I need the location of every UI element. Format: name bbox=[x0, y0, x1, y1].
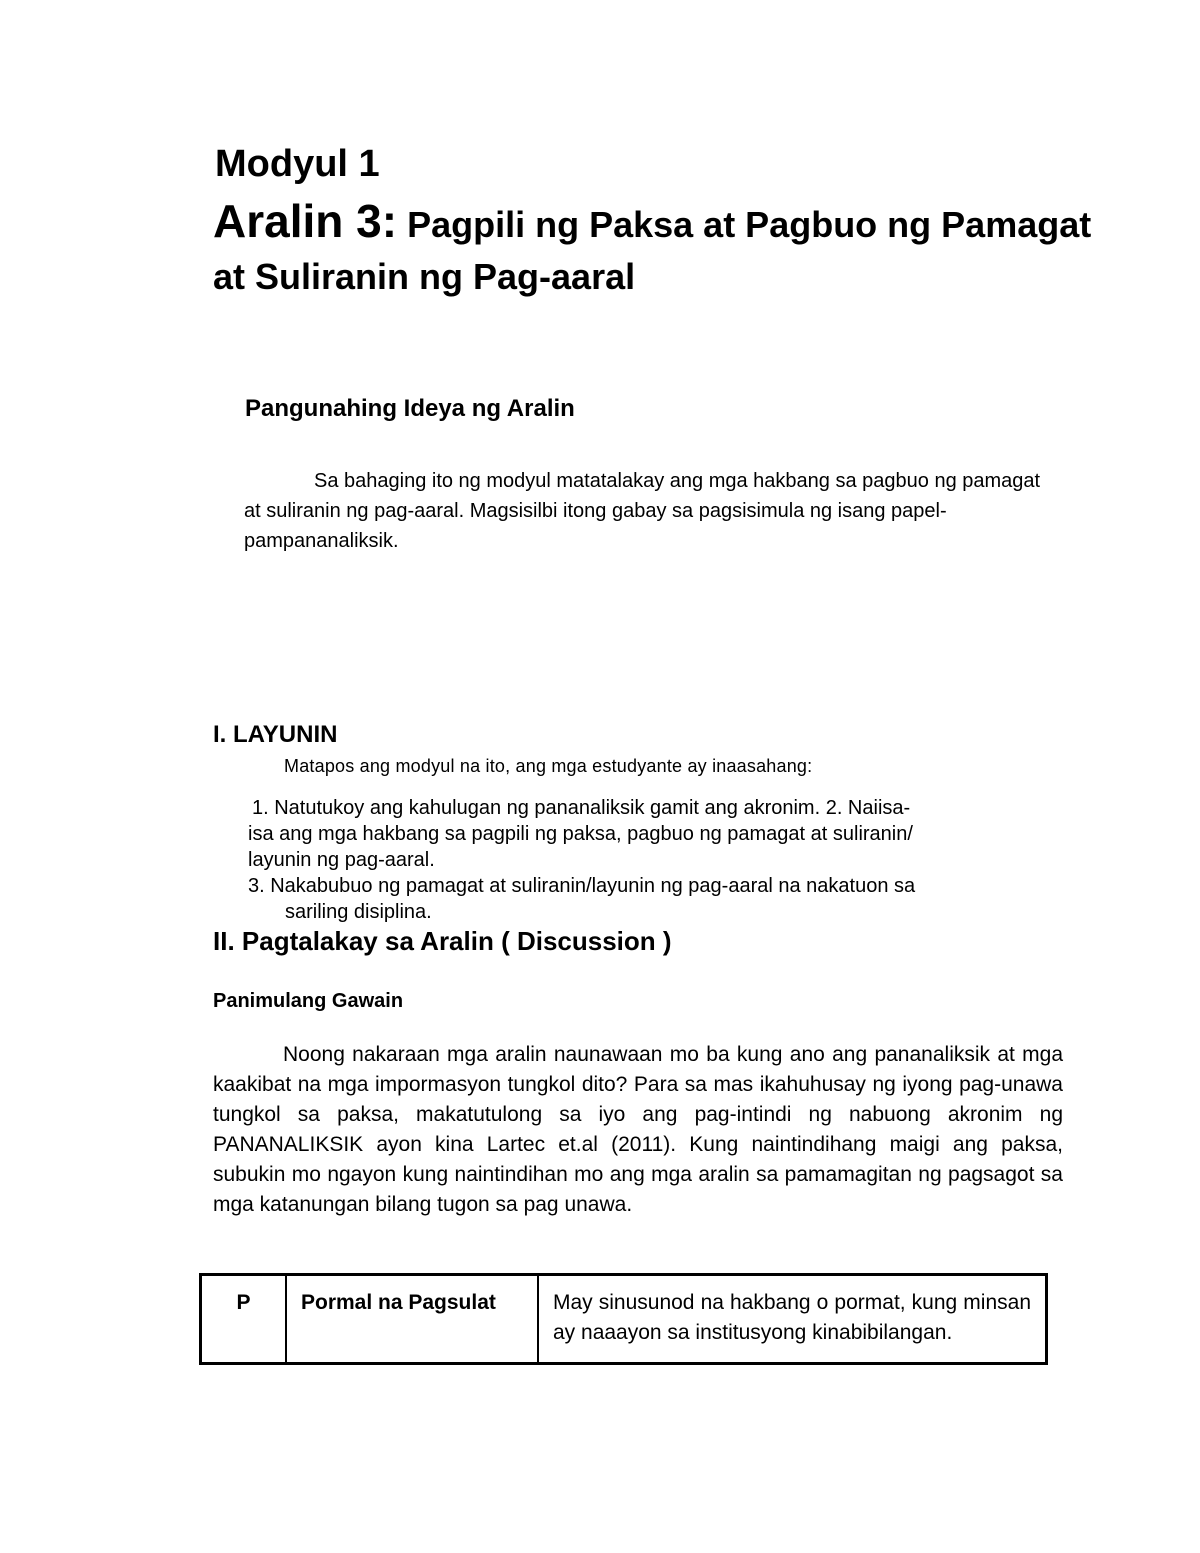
objective-line: 1. Natutukoy ang kahulugan ng pananaliksik gamit ang akronim. 2. Naiisa- bbox=[252, 797, 911, 819]
objective-line: layunin ng pag-aaral. bbox=[248, 849, 435, 871]
main-idea-body: Sa bahaging ito ng modyul matatalakay ang mga hakbang sa pagbuo ng pamagat at suliranin ng pag-aaral. Magsisilbi itong gabay sa pagsisimula ng isang papel-pampananaliksik. bbox=[244, 470, 1041, 552]
main-idea-heading: Pangunahing Ideya ng Aralin bbox=[245, 395, 575, 422]
objective-line: sariling disiplina. bbox=[285, 901, 432, 923]
lesson-label: Aralin 3: bbox=[213, 195, 398, 247]
panimula-heading: Panimulang Gawain bbox=[213, 990, 404, 1012]
objective-line: 3. Nakabubuo ng pamagat at suliranin/layunin ng pag-aaral na nakatuon sa bbox=[248, 875, 916, 897]
objectives-intro: Matapos ang modyul na ito, ang mga estudyante ay inaasahang: bbox=[284, 756, 813, 776]
discussion-heading: II. Pagtalakay sa Aralin ( Discussion ) bbox=[213, 926, 672, 956]
akronim-letter: P bbox=[201, 1275, 287, 1364]
akronim-term: Pormal na Pagsulat bbox=[286, 1275, 538, 1364]
panimula-body: Noong nakaraan mga aralin naunawaan mo ba kung ano ang pananaliksik at mga kaakibat na mga impormasyon tungkol dito? Para sa mas ikahuhusay ng iyong pag-unawa tungkol sa paksa, makatutulong sa iyo ang pag-intindi ng nabuong akronim ng PANANALIKSIK ayon kina Lartec et.al (2011). Kung naintindihang maigi ang paksa, subukin mo ngayon kung naintindihan mo ang mga aralin sa pamamagitan ng pagsagot sa mga katanungan bilang tugon sa pag unawa. bbox=[213, 1043, 1063, 1216]
lesson-title-text: Pagpili ng Paksa at Pagbuo ng Pamagat at Suliranin ng Pag-aaral bbox=[213, 204, 1092, 297]
objective-line: isa ang mga hakbang sa pagpili ng paksa, pagbuo ng pamagat at suliranin/ bbox=[248, 823, 913, 845]
table-row bbox=[201, 1275, 1047, 1364]
lesson-title bbox=[213, 195, 1113, 303]
module-title: Modyul 1 bbox=[215, 143, 380, 185]
akronim-description: May sinusunod na hakbang o pormat, kung minsan ay naaayon sa institusyong kinabibilangan. bbox=[538, 1275, 1047, 1364]
akronim-table bbox=[199, 1273, 1048, 1365]
objectives-heading: I. LAYUNIN bbox=[213, 721, 338, 748]
